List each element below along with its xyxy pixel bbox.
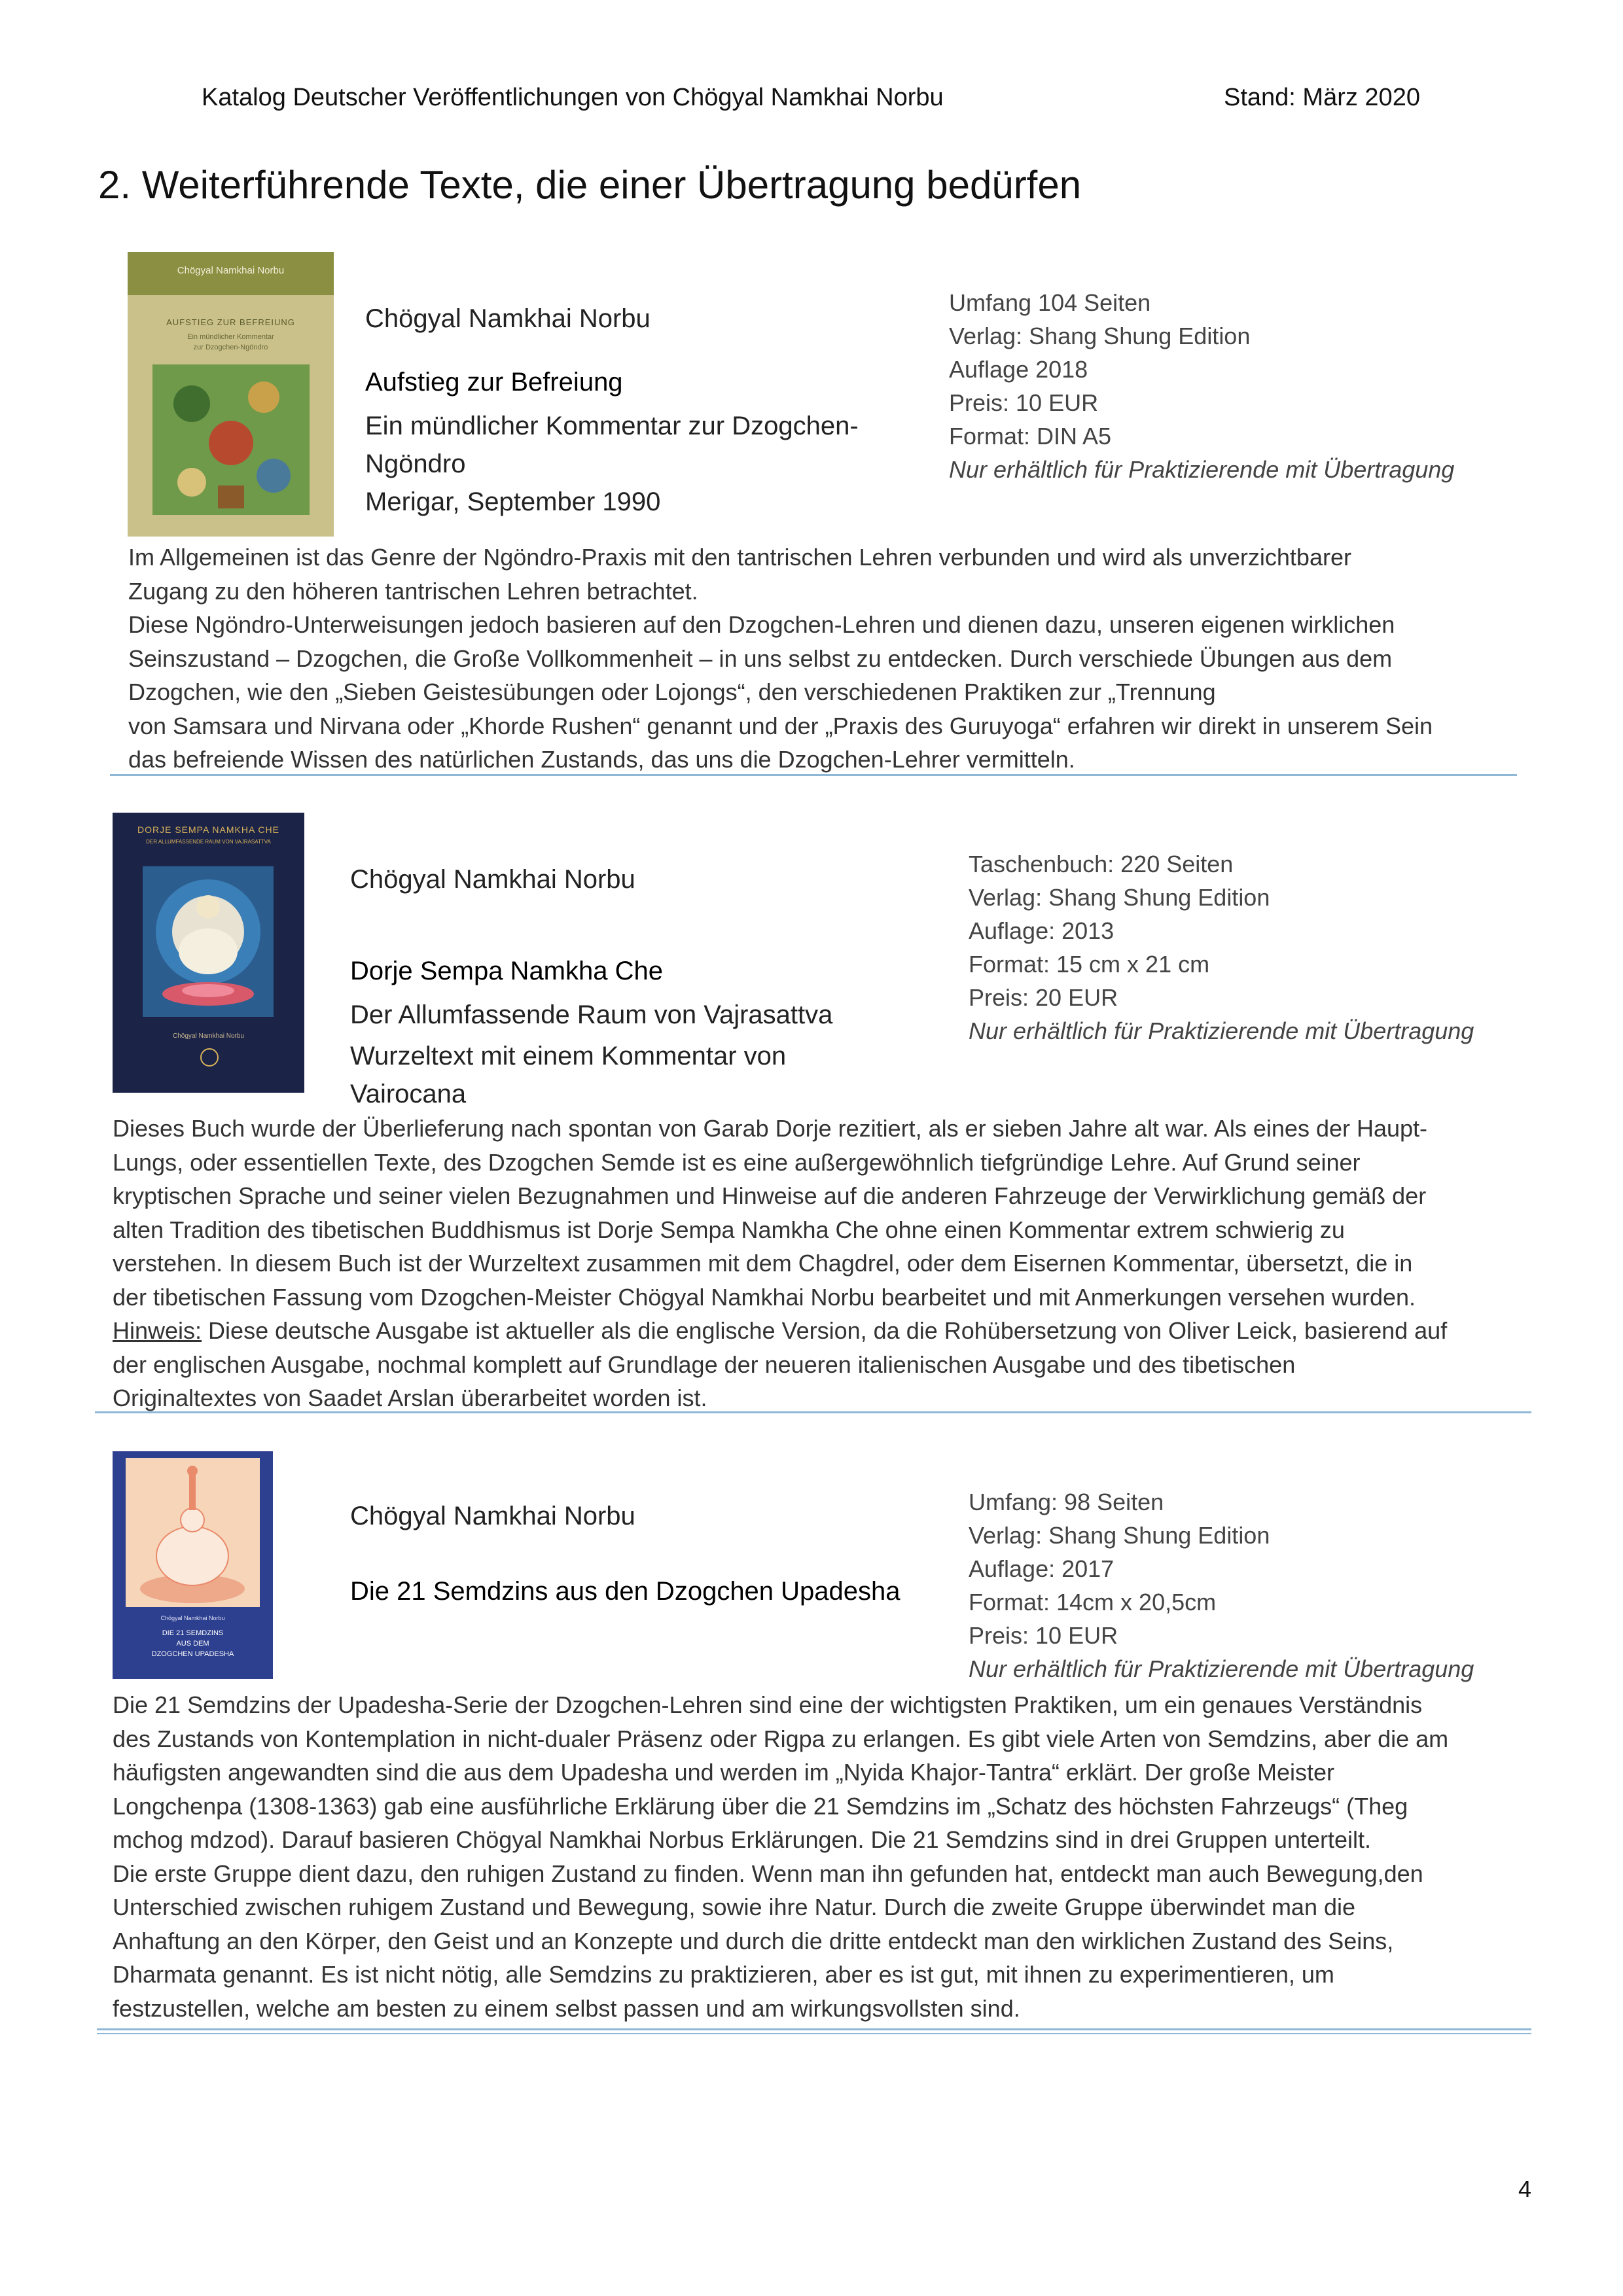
section-divider <box>97 2028 1531 2030</box>
book-subtitle-extra <box>350 1037 786 1113</box>
description-line: Im Allgemeinen ist das Genre der Ngöndro-Praxis mit den tantrischen Lehren verbunden und wird als unverzichtbarer <box>128 544 1351 571</box>
description-line: Dharmata genannt. Es ist nicht nötig, alle Semdzins zu praktizieren, aber es ist gut, mit ihnen zu experimentieren, um <box>113 1961 1334 1988</box>
cover-title-text: AUFSTIEG ZUR BEFREIUNG <box>166 317 295 327</box>
cover-subtitle-text-2: zur Dzogchen-Ngöndro <box>193 344 268 351</box>
spec-format: Format: 15 cm x 21 cm <box>969 951 1210 978</box>
cover-vajrasattva-illustration <box>143 866 274 1017</box>
cover-title-text: DORJE SEMPA NAMKHA CHE <box>137 824 279 835</box>
catalog-status-date: Stand: März 2020 <box>1224 84 1420 111</box>
book-title: Die 21 Semdzins aus den Dzogchen Upadesha <box>350 1577 901 1606</box>
book-subtitle <box>365 407 859 483</box>
cover-title-line: DIE 21 SEMDZINS <box>162 1629 224 1637</box>
description-line: häufigsten angewandten sind die aus dem Upadesha und werden im „Nyida Khajor-Tantra“ erklärt. Der große Meister <box>113 1759 1334 1786</box>
spec-publisher: Verlag: Shang Shung Edition <box>949 323 1251 349</box>
description-line: Anhaftung an den Körper, den Geist und an Konzepte und durch die dritte entdeckt man den wirklichen Zustand des Seins, <box>113 1927 1394 1954</box>
spec-price: Preis: 10 EUR <box>969 1622 1118 1649</box>
section-divider <box>110 774 1517 776</box>
book-subtitle-line: Ein mündlicher Kommentar zur Dzogchen- <box>365 412 859 440</box>
description-line: Dzogchen, wie den „Sieben Geistesübungen oder Lojongs“, den verschiedenen Praktiken zur „Trennung <box>128 679 1216 705</box>
book-specs <box>969 847 1474 1048</box>
section-divider <box>95 1411 1531 1413</box>
description-hint-line <box>113 1314 1447 1348</box>
book-author: Chögyal Namkhai Norbu <box>350 865 635 894</box>
spec-pages: Taschenbuch: 220 Seiten <box>969 851 1234 877</box>
cover-thangka-illustration <box>152 364 310 515</box>
hint-text: Diese deutsche Ausgabe ist aktueller als die englische Version, da die Rohübersetzung von Oliver Leick, basierend auf <box>202 1317 1448 1344</box>
spec-publisher: Verlag: Shang Shung Edition <box>969 884 1270 911</box>
cover-emblem-icon <box>200 1048 219 1067</box>
description-line: kryptischen Sprache und seiner vielen Bezugnahmen und Hinweise auf die anderen Fahrzeuge der Verwirklichung gemäß der <box>113 1182 1427 1209</box>
book-cover-semdzins <box>113 1451 273 1679</box>
description-line: von Samsara und Nirvana oder „Khorde Rushen“ genannt und der „Praxis des Guruyoga“ erfahren wir direkt in unserem Sein <box>128 712 1433 739</box>
description-line: Die 21 Semdzins der Upadesha-Serie der Dzogchen-Lehren sind eine der wichtigsten Praktiken, um ein genaues Verständnis <box>113 1691 1423 1718</box>
description-line: verstehen. In diesem Buch ist der Wurzeltext zusammen mit dem Chagdrel, oder dem Eisernen Kommentar, übersetzt, die in <box>113 1250 1413 1277</box>
cover-subtitle-text-1: Ein mündlicher Kommentar <box>187 333 274 341</box>
cover-title-line: DZOGCHEN UPADESHA <box>151 1650 234 1658</box>
description-line: Die erste Gruppe dient dazu, den ruhigen Zustand zu finden. Wenn man ihn gefunden hat, entdeckt man auch Bewegung,den <box>113 1860 1423 1887</box>
spec-edition: Auflage 2018 <box>949 356 1088 383</box>
description-line: des Zustands von Kontemplation in nicht-dualer Präsenz oder Rigpa zu erlangen. Es gibt viele Arten von Semdzins, aber die am <box>113 1725 1449 1752</box>
spec-pages: Umfang 104 Seiten <box>949 289 1151 316</box>
description-line: alten Tradition des tibetischen Buddhismus ist Dorje Sempa Namkha Che ohne einen Kommentar extrem schwierig zu <box>113 1216 1345 1243</box>
description-line: Seinszustand – Dzogchen, die Große Vollkommenheit – in uns selbst zu entdecken. Durch verschiede Übungen aus dem <box>128 645 1393 672</box>
spec-availability-note: Nur erhältlich für Praktizierende mit Übertragung <box>949 456 1455 483</box>
catalog-header-title: Katalog Deutscher Veröffentlichungen von Chögyal Namkhai Norbu <box>202 84 944 111</box>
book-specs <box>969 1485 1474 1686</box>
description-line: Longchenpa (1308-1363) gab eine ausführliche Erklärung über die 21 Semdzins im „Schatz des höchsten Fahrzeugs“ (Theg <box>113 1792 1408 1820</box>
book-title: Dorje Sempa Namkha Che <box>350 957 663 985</box>
description-line: Originaltextes von Saadet Arslan überarbeitet worden ist. <box>113 1385 707 1411</box>
cover-figure-illustration <box>126 1458 260 1607</box>
book-subtitle: Der Allumfassende Raum von Vajrasattva <box>350 1000 833 1029</box>
page-number: 4 <box>1518 2176 1531 2202</box>
spec-format: Format: 14cm x 20,5cm <box>969 1589 1217 1616</box>
spec-pages: Umfang: 98 Seiten <box>969 1489 1164 1515</box>
cover-title-line: AUS DEM <box>176 1640 209 1648</box>
spec-publisher: Verlag: Shang Shung Edition <box>969 1522 1270 1549</box>
description-line: der tibetischen Fassung vom Dzogchen-Meister Chögyal Namkhai Norbu bearbeitet und mit Anmerkungen versehen wurden. <box>113 1283 1416 1311</box>
book-subtitle-line: Vairocana <box>350 1080 467 1108</box>
description-line: mchog mdzod). Darauf basieren Chögyal Namkhai Norbus Erklärungen. Die 21 Semdzins sind in drei Gruppen unterteilt. <box>113 1826 1371 1853</box>
book-subtitle-line: Ngöndro <box>365 450 466 478</box>
section-divider-double <box>97 2033 1531 2034</box>
book-title: Aufstieg zur Befreiung <box>365 368 623 397</box>
description-line: Dieses Buch wurde der Überlieferung nach spontan von Garab Dorje rezitiert, als er sieben Jahre alt war. Als eines der Haupt- <box>113 1115 1428 1142</box>
cover-author-text: Chögyal Namkhai Norbu <box>177 265 285 276</box>
hint-label: Hinweis: <box>113 1317 202 1344</box>
section-title: 2. Weiterführende Texte, die einer Übertragung bedürfen <box>98 163 1082 207</box>
book-subtitle-line: Wurzeltext mit einem Kommentar von <box>350 1042 787 1070</box>
spec-price: Preis: 20 EUR <box>969 984 1118 1011</box>
book-description <box>128 540 1433 777</box>
book-specs <box>949 286 1454 486</box>
book-origin: Merigar, September 1990 <box>365 487 661 516</box>
cover-author-text: Chögyal Namkhai Norbu <box>160 1615 225 1621</box>
spec-edition: Auflage: 2013 <box>969 917 1115 944</box>
book-description <box>113 1112 1447 1415</box>
spec-price: Preis: 10 EUR <box>949 389 1099 416</box>
cover-subtitle-text: DER ALLUMFASSENDE RAUM VON VAJRASATTVA <box>146 839 271 845</box>
cover-author-text: Chögyal Namkhai Norbu <box>173 1033 244 1040</box>
spec-edition: Auflage: 2017 <box>969 1555 1115 1582</box>
book-author: Chögyal Namkhai Norbu <box>365 304 651 333</box>
spec-availability-note: Nur erhältlich für Praktizierende mit Übertragung <box>969 1017 1474 1044</box>
spec-availability-note: Nur erhältlich für Praktizierende mit Übertragung <box>969 1655 1474 1682</box>
book-author: Chögyal Namkhai Norbu <box>350 1502 635 1530</box>
description-line: festzustellen, welche am besten zu einem selbst passen und am wirkungsvollsten sind. <box>113 1994 1020 2022</box>
description-line: Zugang zu den höheren tantrischen Lehren betrachtet. <box>128 577 698 605</box>
description-line: der englischen Ausgabe, nochmal komplett auf Grundlage der neueren italienischen Ausgabe und des tibetischen <box>113 1351 1296 1378</box>
spec-format: Format: DIN A5 <box>949 423 1112 450</box>
book-cover-dorje-sempa <box>113 813 304 1093</box>
book-cover-aufstieg <box>128 252 334 537</box>
description-line: das befreiende Wissen des natürlichen Zustands, das uns die Dzogchen-Lehrer vermitteln. <box>128 746 1075 773</box>
description-line: Lungs, oder essentiellen Texte, des Dzogchen Semde ist es eine außergewöhnlich tiefgründige Lehre. Auf Grund seiner <box>113 1148 1361 1176</box>
description-line: Unterschied zwischen ruhigem Zustand und Bewegung, sowie ihre Natur. Durch die zweite Gruppe überwindet man die <box>113 1894 1356 1920</box>
description-line: Diese Ngöndro-Unterweisungen jedoch basieren auf den Dzogchen-Lehren und dienen dazu, unseren eigenen wirklichen <box>128 611 1395 638</box>
book-description <box>113 1688 1448 2025</box>
